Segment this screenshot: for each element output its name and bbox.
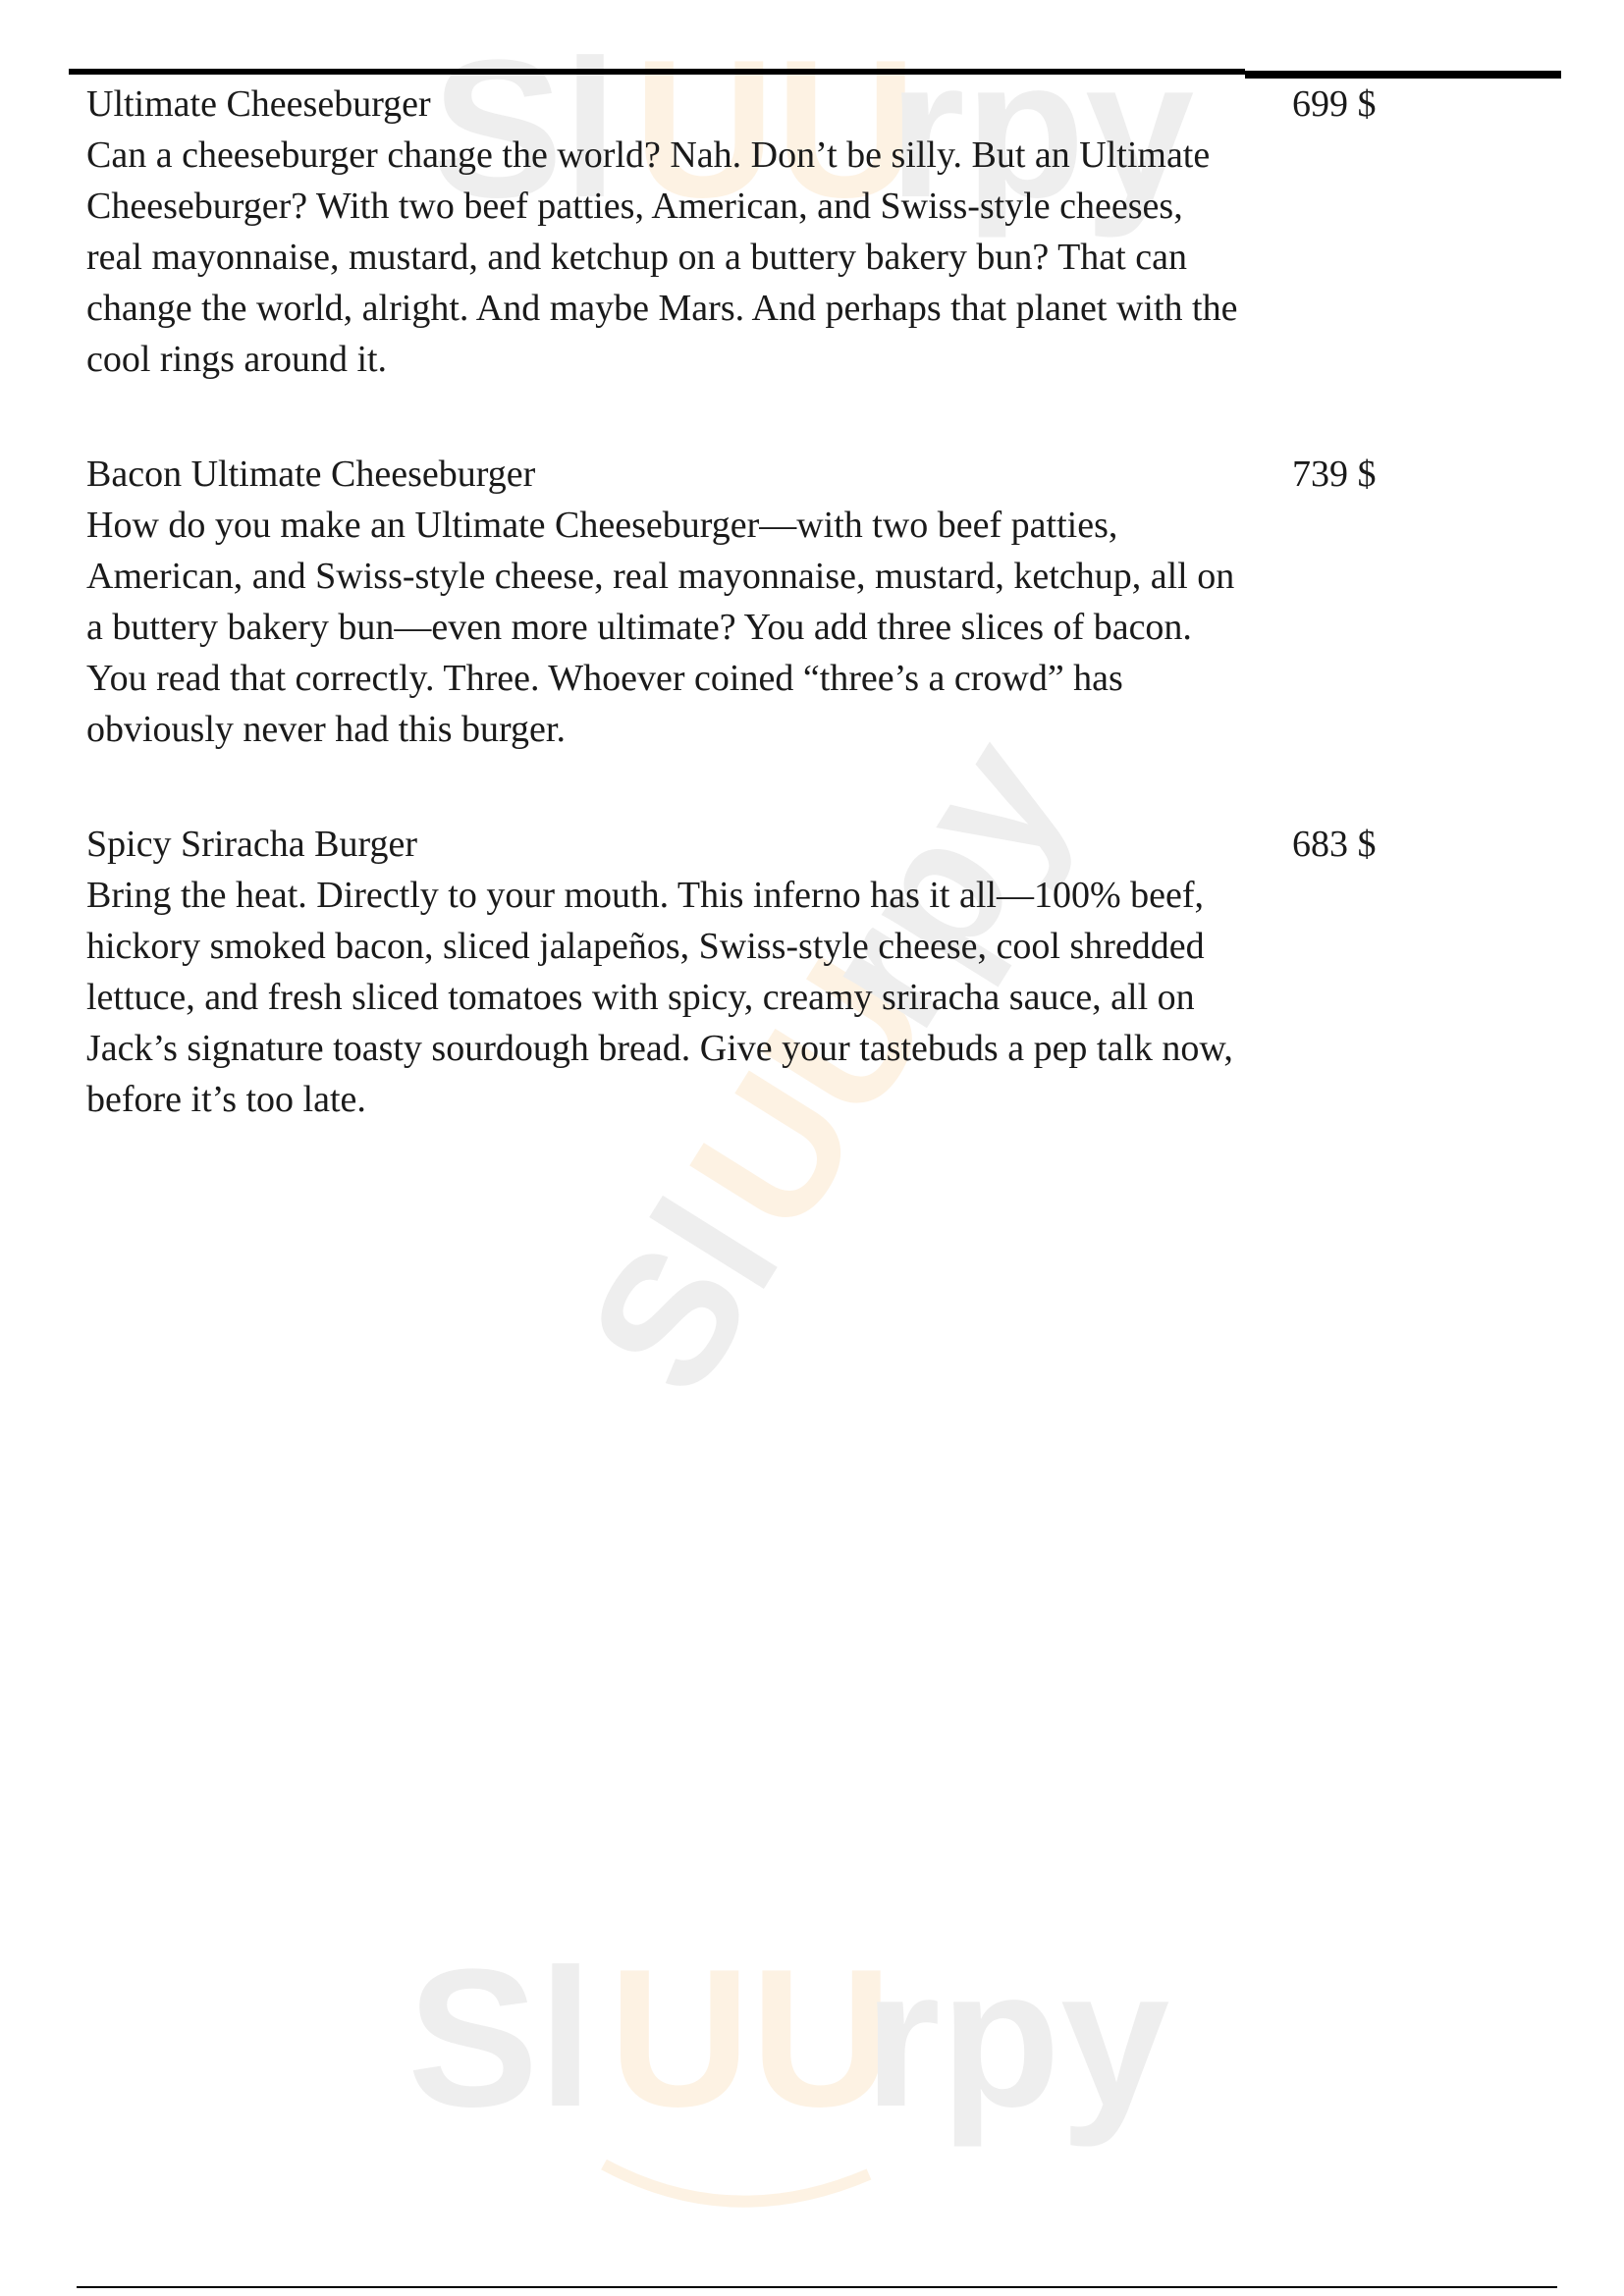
svg-text:Sl: Sl xyxy=(548,1166,819,1427)
menu-item-description: Can a cheeseburger change the world? Nah. Don’t be silly. But an Ultimate Cheeseburger? With two beef patties, American, and Swiss-style cheeses, real mayonnaise, mustard, and ketchup on a buttery bakery bun? That can change the world, alright. And maybe Mars. And perhaps that planet with the cool rings around it. xyxy=(86,134,1238,380)
svg-text:rpy: rpy xyxy=(864,1939,1170,2148)
menu-item-description: Bring the heat. Directly to your mouth. This inferno has it all—100% beef, hickory smoked bacon, sliced jalapeños, Swiss-style cheese, cool shredded lettuce, and fresh sliced tomatoes with spicy, creamy sriracha sauce, all on Jack’s signature toasty sourdough bread. Give your tastebuds a pep talk now, before it’s too late. xyxy=(86,875,1233,1120)
svg-text:rpy: rpy xyxy=(889,20,1195,239)
menu-item-price: 739 $ xyxy=(1292,454,1377,495)
menu-item xyxy=(86,819,1481,1125)
svg-text:UU: UU xyxy=(609,1939,893,2148)
menu-item-price: 699 $ xyxy=(1292,83,1377,125)
menu-list xyxy=(86,79,1481,1189)
top-divider xyxy=(69,69,1245,75)
svg-text:rpy: rpy xyxy=(777,704,1109,1061)
menu-item-name: Bacon Ultimate Cheeseburger xyxy=(86,454,536,495)
svg-text:UU: UU xyxy=(633,20,917,239)
top-divider-price-column xyxy=(1245,71,1561,79)
svg-text:Sl: Sl xyxy=(407,1939,593,2148)
menu-item-price: 683 $ xyxy=(1292,824,1377,865)
menu-item xyxy=(86,449,1481,755)
menu-item xyxy=(86,79,1481,385)
svg-text:UU: UU xyxy=(650,925,970,1265)
menu-item-description: How do you make an Ultimate Cheeseburger—with two beef patties, American, and Swiss-style cheese, real mayonnaise, mustard, ketchup, all on a buttery bakery bun—even more ultimate? You add three slices of bacon. You read that correctly. Three. Whoever coined “three’s a crowd” has obviously never had this burger. xyxy=(86,505,1235,750)
menu-item-name: Ultimate Cheeseburger xyxy=(86,83,431,125)
bottom-divider xyxy=(77,2286,1557,2288)
menu-item-name: Spicy Sriracha Burger xyxy=(86,824,417,865)
sluurpy-watermark-logo xyxy=(407,1939,1232,2233)
svg-text:Sl: Sl xyxy=(432,20,618,239)
